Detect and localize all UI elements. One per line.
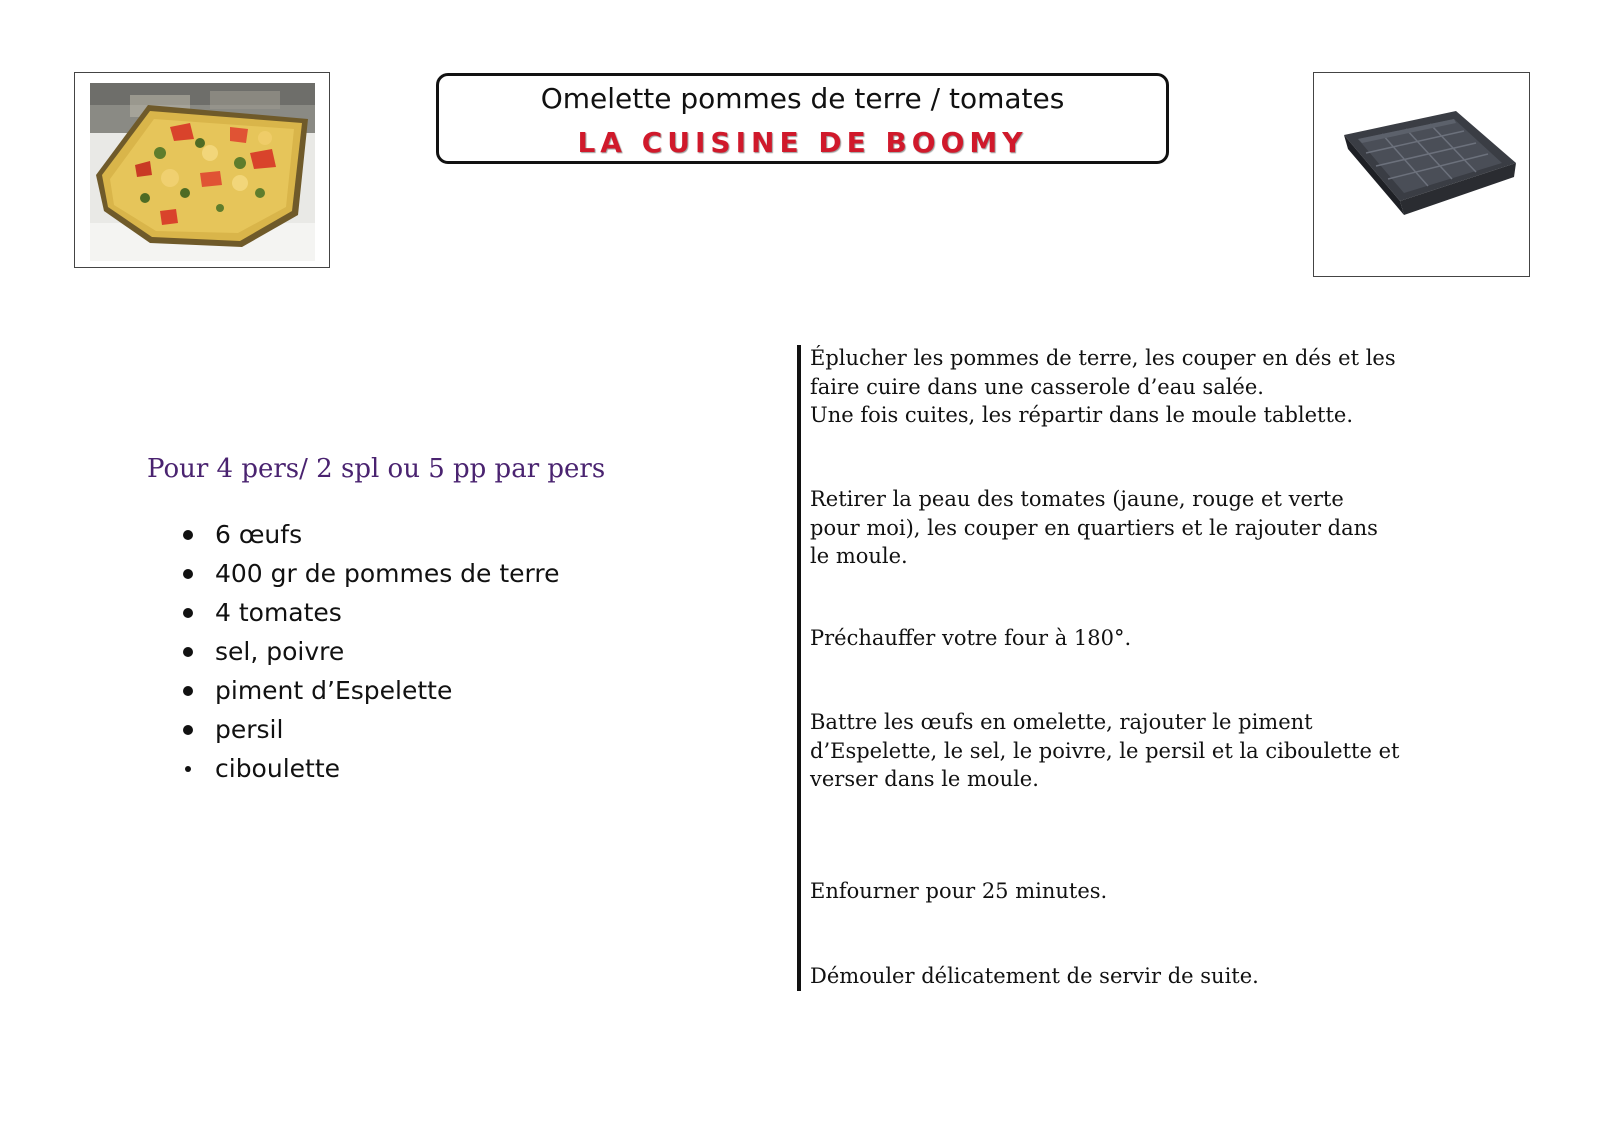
ingredient-text: persil <box>215 715 284 744</box>
ingredient-text: piment d’Espelette <box>215 676 453 705</box>
step-1 <box>810 344 1430 430</box>
ingredient-text: 4 tomates <box>215 598 342 627</box>
step-line: d’Espelette, le sel, le poivre, le persil et la ciboulette et <box>810 738 1400 763</box>
bullet-icon <box>183 569 193 579</box>
bullet-icon <box>183 647 193 657</box>
title-box <box>436 73 1169 164</box>
ingredient-text: sel, poivre <box>215 637 345 666</box>
omelette-photo <box>90 83 315 261</box>
bullet-icon <box>183 608 193 618</box>
step-line: Enfourner pour 25 minutes. <box>810 879 1108 903</box>
servings-info: Pour 4 pers/ 2 spl ou 5 pp par pers <box>147 454 606 484</box>
step-line: Éplucher les pommes de terre, les couper en dés et les <box>810 346 1396 370</box>
step-6 <box>810 962 1430 991</box>
step-line: faire cuire dans une casserole d’eau salée. <box>810 374 1264 399</box>
dish-photo-frame <box>74 72 330 268</box>
step-3 <box>810 624 1430 653</box>
step-5 <box>810 877 1430 906</box>
bullet-icon <box>183 686 193 696</box>
bullet-icon <box>183 530 193 540</box>
step-4 <box>810 708 1430 794</box>
ingredient-text: ciboulette <box>215 754 341 783</box>
ingredient-text: 6 œufs <box>215 520 303 549</box>
step-line: pour moi), les couper en quartiers et le rajouter dans <box>810 515 1378 540</box>
step-line: Battre les œufs en omelette, rajouter le piment <box>810 710 1313 734</box>
recipe-title: Omelette pommes de terre / tomates <box>540 82 1065 115</box>
column-divider <box>797 345 801 991</box>
step-line: Retirer la peau des tomates (jaune, rouge et verte <box>810 487 1344 511</box>
bullet-icon <box>185 766 191 772</box>
brand-name: LA CUISINE DE BOOMY <box>577 126 1028 159</box>
bullet-icon <box>183 725 193 735</box>
step-line: le moule. <box>810 544 908 568</box>
step-line: Préchauffer votre four à 180°. <box>810 626 1132 650</box>
step-line: Démouler délicatement de servir de suite. <box>810 964 1259 988</box>
ingredient-text: 400 gr de pommes de terre <box>215 559 560 588</box>
tablet-mold-photo <box>1326 103 1521 233</box>
mold-photo-frame <box>1313 72 1530 277</box>
step-line: Une fois cuites, les répartir dans le moule tablette. <box>810 403 1354 427</box>
step-line: verser dans le moule. <box>810 767 1039 791</box>
step-2 <box>810 485 1430 571</box>
